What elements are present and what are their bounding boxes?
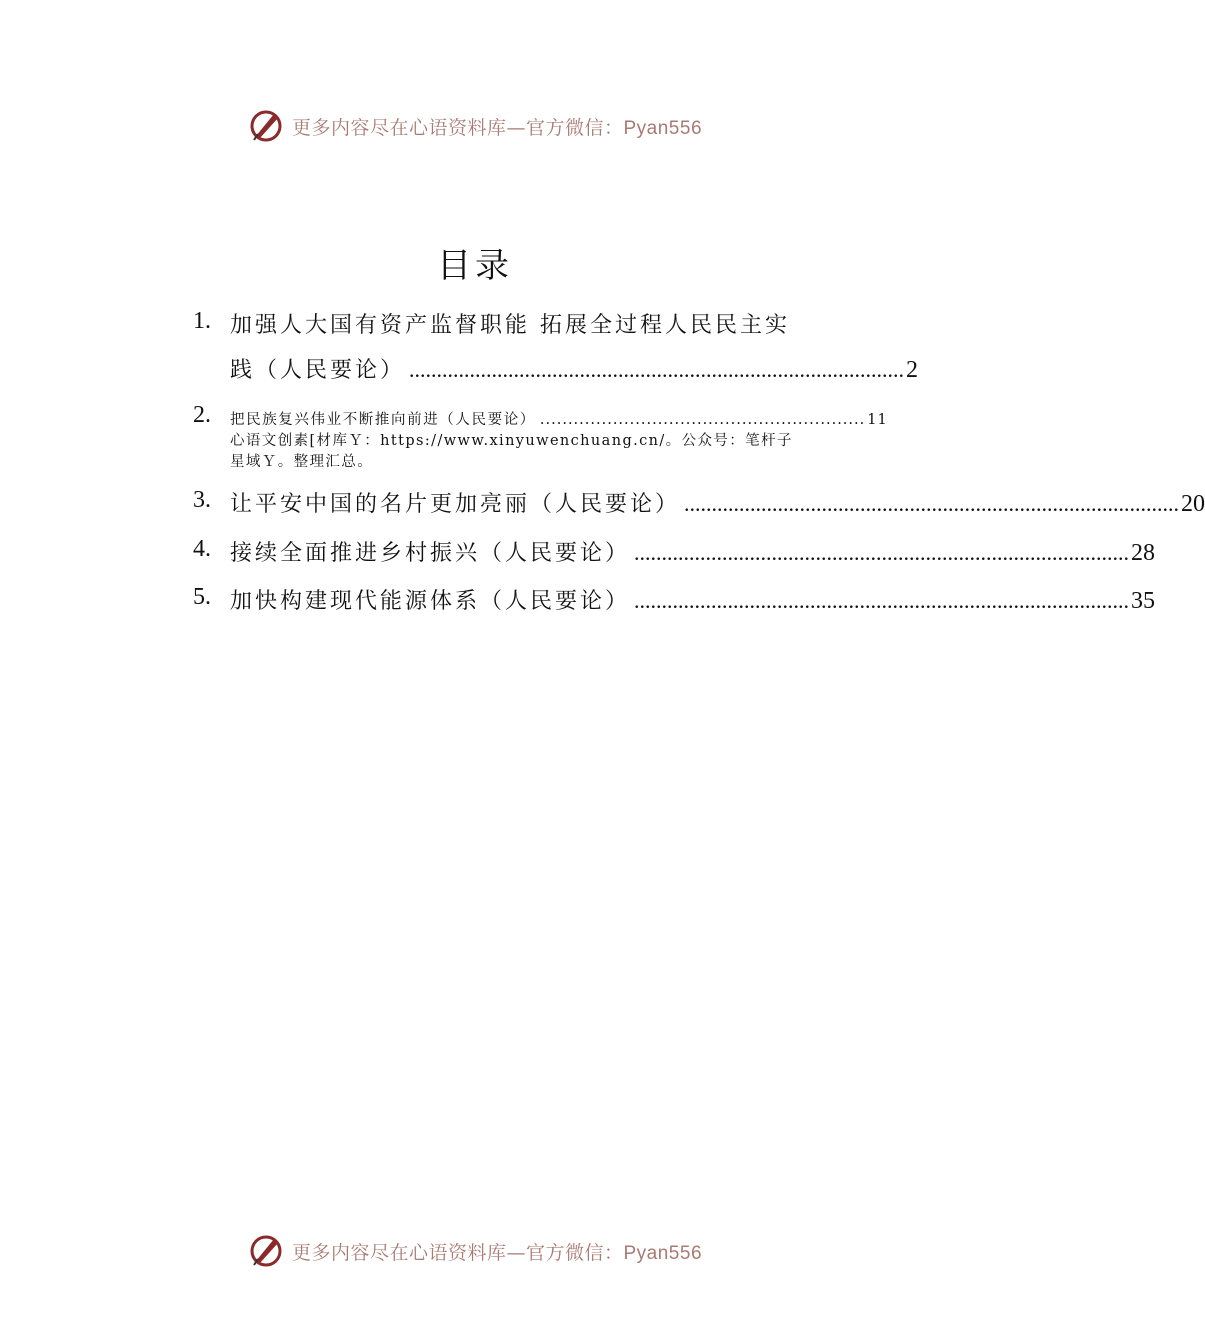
toc-leader-dots: .......................................................................................... bbox=[684, 491, 1180, 516]
pen-logo-icon bbox=[248, 108, 284, 144]
toc-entry-title: 加快构建现代能源体系（人民要论） bbox=[230, 589, 631, 614]
toc-leader-dots: .......................................................... bbox=[539, 412, 866, 428]
toc-entry-number: 4. bbox=[193, 536, 211, 562]
footer-watermark bbox=[0, 1231, 950, 1271]
toc-page-number: 2 bbox=[906, 357, 919, 383]
toc-entry-number: 3. bbox=[193, 487, 211, 513]
toc-entry-title-cont: 践（人民要论） bbox=[230, 358, 406, 383]
watermark-id: Pyan556 bbox=[623, 1242, 703, 1264]
toc-entry-title: 接续全面推进乡村振兴（人民要论） bbox=[230, 541, 631, 566]
toc-entry-title: 把民族复兴伟业不断推向前进（人民要论） bbox=[230, 412, 536, 428]
watermark-id: Pyan556 bbox=[623, 117, 703, 139]
toc-page-number: 20 bbox=[1181, 491, 1205, 517]
toc-leader-dots: .......................................................................................... bbox=[634, 588, 1130, 613]
toc-title: 目录 bbox=[437, 246, 513, 286]
toc-entry-title: 加强人大国有资产监督职能 拓展全过程人民民主实 bbox=[230, 313, 790, 338]
toc-leader-dots: .......................................................................................... bbox=[409, 357, 905, 382]
toc-page-number: 35 bbox=[1131, 588, 1156, 614]
toc-page-number: 11 bbox=[867, 412, 888, 428]
toc-page-number: 28 bbox=[1131, 540, 1156, 566]
watermark-text: 更多内容尽在心语资料库—官方微信：Pyan556 bbox=[291, 1241, 703, 1264]
pen-logo-icon bbox=[248, 1233, 284, 1269]
toc-leader-dots: .......................................................................................... bbox=[634, 540, 1130, 565]
toc-entry-number: 1. bbox=[193, 308, 211, 334]
toc-entry-number: 5. bbox=[193, 584, 211, 610]
watermark-text: 更多内容尽在心语资料库—官方微信：Pyan556 bbox=[291, 116, 703, 139]
header-watermark bbox=[0, 106, 950, 146]
toc-entry-number: 2. bbox=[193, 402, 211, 428]
toc-entry-title: 让平安中国的名片更加亮丽（人民要论） bbox=[230, 492, 681, 517]
source-note: 心语文创素[材库Ｙ：https://www.xinyuwenchuang.cn/。公众号：笔杆子星域Ｙ。整理汇总。 bbox=[230, 433, 793, 470]
